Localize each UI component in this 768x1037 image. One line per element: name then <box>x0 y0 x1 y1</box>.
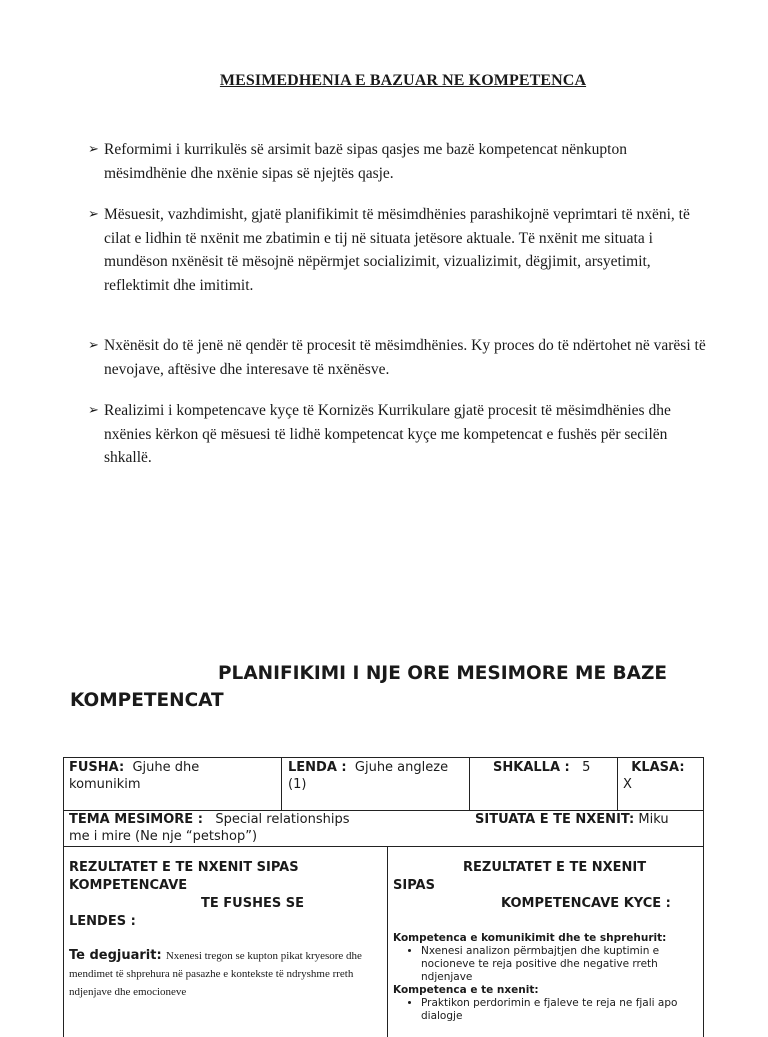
fusha-value-2: komunikim <box>69 777 141 792</box>
arrow-bullet-icon: ➢ <box>88 207 99 222</box>
komp1-title: Kompetenca e komunikimit dhe te shprehurit: <box>393 932 667 944</box>
lenda-cell <box>288 759 464 793</box>
bullet-2 <box>88 203 708 297</box>
lenda-value-2: (1) <box>288 777 307 792</box>
situata-cell <box>475 811 701 828</box>
klasa-cell <box>623 759 701 793</box>
right-results-header <box>393 859 698 913</box>
degjuarit-text-2: mendimet të shprehura në pasazhe e kontekste të ndryshme rreth <box>69 968 354 980</box>
left-header-line1: REZULTATET E TE NXENIT SIPAS <box>69 860 299 875</box>
fusha-value: Gjuhe dhe <box>132 760 200 775</box>
bullet-text: Mësuesit, vazhdimisht, gjatë planifikimit të mësimdhënies parashikojnë veprimtari të nxëni, të cilat e lidhin të nxënit me zbatimin e tij në situata jetësore aktuale. Të nxënit me situata i mundëson nxënësit të mësojnë nëpërmjet socializimit, vizualizimit, dëgjimit, arsyetimit, reflektimit dhe imitimit. <box>104 206 690 294</box>
arrow-bullet-icon: ➢ <box>88 403 99 418</box>
degjuarit-text-1: Nxenesi tregon se kupton pikat kryesore dhe <box>165 950 362 962</box>
left-header-line2: KOMPETENCAVE <box>69 878 188 893</box>
tema-value: Special relationships <box>215 812 350 827</box>
plan-title <box>70 660 710 714</box>
left-header-line3: TE FUSHES SE <box>201 896 304 911</box>
table-vline-mid <box>387 846 388 1037</box>
document-title: MESIMEDHENIA E BAZUAR NE KOMPETENCA <box>219 72 587 89</box>
list-item: • Nxenesi analizon përmbajtjen dhe kuptimin e nocioneve te reja positive dhe negative rreth ndjenjave <box>421 945 698 984</box>
situata-value: Miku <box>638 812 669 827</box>
lenda-value: Gjuhe angleze <box>354 760 449 775</box>
komp2-list <box>393 997 698 1023</box>
list-item: • Praktikon perdorimin e fjaleve te reja ne fjali apo dialogje <box>421 997 698 1023</box>
komp1-list <box>393 945 698 984</box>
bullet-text: Realizimi i kompetencave kyçe të Kornizës Kurrikulare gjatë procesit të mësimdhënies dhe nxënies kërkon që mësuesi të lidhë kompetencat kyçe me kompetencat e fushës për secilën shkallë. <box>104 402 671 466</box>
bullet-text: Nxënësit do të jenë në qendër të procesit të mësimdhënies. Ky proces do të ndërtohet në varësi të nevojave, aftësive dhe interesave të nxënësve. <box>104 337 706 378</box>
right-header-line1: REZULTATET E TE NXENIT <box>463 860 647 875</box>
bullet-1 <box>88 138 708 185</box>
key-competences-block <box>393 932 698 1023</box>
table-vline-2 <box>469 757 470 810</box>
right-header-line2: SIPAS <box>393 878 435 893</box>
table-border-left <box>63 757 64 1037</box>
lesson-plan-table <box>63 757 704 1037</box>
tema-value-2: me i mire (Ne nje “petshop”) <box>69 829 258 844</box>
arrow-bullet-icon: ➢ <box>88 338 99 353</box>
fusha-label: FUSHA: <box>69 760 125 775</box>
fusha-cell <box>69 759 274 793</box>
table-row2-bottom <box>63 846 704 847</box>
left-header-line4: LENDES : <box>69 914 136 929</box>
table-vline-3 <box>617 757 618 810</box>
plan-title-line2: KOMPETENCAT <box>70 690 224 711</box>
tema-label: TEMA MESIMORE : <box>69 812 203 827</box>
degjuarit-block <box>69 947 383 1001</box>
right-header-line3: KOMPETENCAVE KYCE : <box>501 896 671 911</box>
klasa-label: KLASA: <box>631 760 685 775</box>
degjuarit-label: Te degjuarit: <box>69 948 162 963</box>
arrow-bullet-icon: ➢ <box>88 142 99 157</box>
left-results-header <box>69 859 379 931</box>
bullet-text: Reformimi i kurrikulës së arsimit bazë sipas qasjes me bazë kompetencat nënkupton mësimdhënie dhe nxënie sipas së njejtës qasje. <box>104 141 627 182</box>
lenda-label: LENDA : <box>288 760 347 775</box>
table-vline-1 <box>281 757 282 810</box>
shkalla-value: 5 <box>582 760 591 775</box>
situata-label: SITUATA E TE NXENIT: <box>475 812 635 827</box>
tema-cell <box>69 811 469 845</box>
degjuarit-text-3: ndjenjave dhe emocioneve <box>69 986 187 998</box>
table-border-right <box>703 757 704 1037</box>
klasa-value: X <box>623 777 632 792</box>
shkalla-label: SHKALLA : <box>493 760 570 775</box>
bullet-4 <box>88 399 708 470</box>
table-border-top <box>63 757 704 758</box>
plan-title-line1: PLANIFIKIMI I NJE ORE MESIMORE ME BAZE <box>218 663 667 684</box>
bullet-3 <box>88 334 708 381</box>
komp2-title: Kompetenca e te nxenit: <box>393 984 539 996</box>
shkalla-cell <box>493 759 613 776</box>
